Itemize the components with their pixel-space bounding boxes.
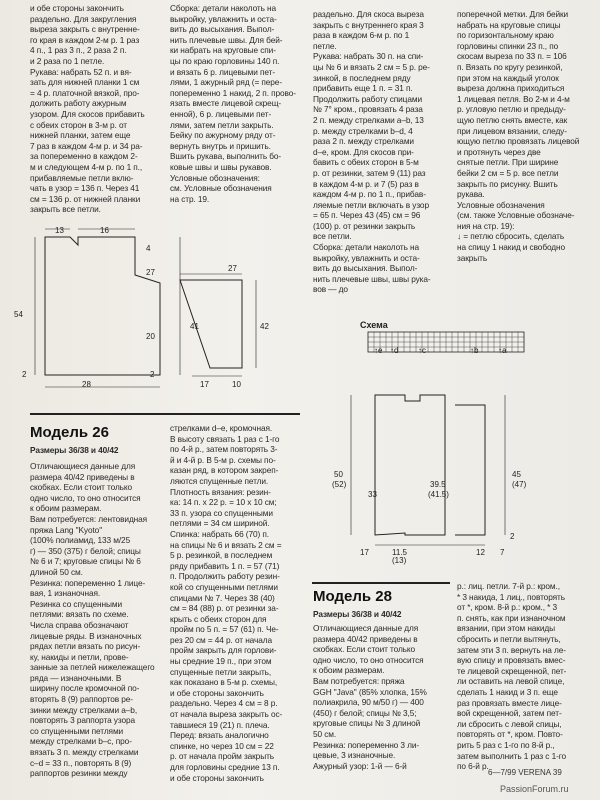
model28-title: Модель 28 — [313, 588, 392, 605]
text-line: раздельно. Через 4 см = 8 р. — [170, 698, 278, 709]
d1-upper: 27 — [146, 268, 155, 277]
d1-side-bottom: 2 — [150, 370, 155, 379]
text-line: Сборка: детали наколоть на — [170, 3, 277, 13]
text-line: цы по краю горловины 140 п. — [170, 55, 280, 66]
text-line: закрыть все петли. — [30, 204, 101, 215]
text-line: ли оставить на левой спице, — [457, 676, 565, 687]
text-line: спущенные петли закрыть, — [170, 666, 272, 677]
text-line: вязать 3 п. между стрелками — [30, 747, 139, 758]
text-line: бейки 2 см = 5 р. все петли — [457, 167, 559, 178]
text-line: В высоту связать 1 раз с 1-го — [170, 433, 280, 444]
text-line: нить плечевые швы. Для бей- — [170, 34, 283, 45]
text-line: р. между стрелками b–d, 4 — [313, 125, 413, 136]
text-line: затем эти 3 п. вернуть на ле- — [457, 644, 566, 655]
text-line: рез 20 см = 44 р. от начала — [170, 634, 272, 645]
text-line: го края в каждом 2-м р. 1 раз — [30, 34, 140, 45]
text-line: закрыть с внутреннего края 3 — [313, 19, 424, 30]
text-line: d–e, кром. Для скосов при- — [313, 146, 414, 157]
text-line: рить 5 раз с 1-го по 8-й р., — [457, 739, 555, 750]
text-line: должить работу ажурным — [30, 98, 127, 109]
d3-b-17: 17 — [360, 548, 369, 557]
text-line: от *, кром. 8-й р.: кром., * 3 — [457, 602, 558, 613]
watermark: PassionForum.ru — [500, 784, 569, 794]
d3-h-left: 33 — [368, 490, 377, 499]
text-line: спинке, но через 10 см = 22 — [170, 740, 274, 751]
text-line: закрыть по рисунку. Вшить — [457, 178, 558, 189]
d1-bottom: 28 — [82, 380, 91, 389]
scheme-letter-a: ↑a — [498, 346, 507, 355]
text-line: выкройку, увлажнить и оста- — [170, 13, 277, 24]
text-line: вторять 8 (9) раппортов ре- — [30, 694, 133, 705]
text-line: ющую петлю провязать лицевой — [457, 136, 580, 147]
model26-column-1 — [30, 462, 163, 797]
text-line: раппортов резинки между — [30, 768, 128, 779]
text-line: ↓ = петлю сбросить, сделать — [457, 231, 565, 242]
text-line: зать для нижней планки 1 см — [30, 77, 140, 88]
d2-left-h: 41 — [190, 322, 199, 331]
text-line: Спинка: набрать 66 (70) п. — [170, 528, 269, 539]
text-line: скобках. Если стоит только — [30, 482, 133, 493]
text-line: й и 4-й р. В 5-м р. схемы по- — [170, 454, 276, 465]
text-line: цы № 6 и вязать 2 см = 5 р. ре- — [313, 61, 430, 72]
text-line: лями, затем петли закрыть. — [170, 119, 274, 130]
text-line: 33 п. узора со спущенными — [170, 507, 273, 518]
d3-b-12: 12 — [476, 548, 485, 557]
text-line: Отличающиеся данные для — [30, 461, 136, 471]
text-line: ширину после кромочной по- — [30, 683, 140, 694]
d3-h-main-alt: (52) — [332, 480, 347, 489]
text-line: скобках. Если стоит только — [313, 644, 416, 655]
text-line: длиной 50 см. — [30, 566, 83, 577]
text-line: вую спицу и провязать вмес- — [457, 655, 566, 666]
text-line: Рукава: набрать 30 п. на спи- — [313, 51, 424, 62]
text-line: раза 2 п. между стрелками — [313, 136, 414, 147]
text-line: Рукава: набрать 52 п. и вя- — [30, 66, 132, 77]
text-line: спицами № 7. Через 38 (40) — [170, 592, 275, 603]
text-line: ряда — изнаночными. В — [30, 672, 122, 683]
scheme-letter-c: ↑c — [418, 346, 426, 355]
d3-h-45: 45 — [512, 470, 521, 479]
text-line: размера 40/42 приведены в — [313, 633, 418, 644]
model26-rule — [30, 413, 300, 415]
scheme-letter-d: ↑d — [390, 346, 399, 355]
text-line: Вшить рукава, выполнить бо- — [170, 151, 282, 162]
text-line: Ажурный узор: 1-й — 6-й — [313, 760, 407, 771]
text-line: 2 п. между стрелками а–b, 13 — [313, 114, 424, 125]
text-line: петлями: вязать по схеме. — [30, 609, 129, 620]
text-line: г) — 350 (375) г белой; спицы — [30, 545, 141, 556]
text-line: вить до высыхания. Выпол- — [170, 24, 275, 35]
text-line: ляемые петли включать в узор — [313, 199, 429, 210]
text-line: м и следующем 4-м р. по 1 п., — [30, 161, 143, 172]
text-line: зинки между стрелками a–b, — [30, 704, 138, 715]
text-line: Резинка: попеременно 1 лице- — [30, 577, 146, 588]
d1-height-main: 54 — [14, 310, 23, 319]
text-line: попеременно 1 накид, 2 п. прово- — [170, 87, 296, 98]
text-line: кой со спущенными петлями — [170, 581, 278, 592]
d3-b-11-5: 11.5 — [392, 548, 407, 557]
d1-armhole: 4 — [146, 244, 151, 253]
text-line: поперечной метки. Для бейки — [457, 9, 569, 19]
text-line: раза в каждом 6-м р. по 1 — [313, 30, 410, 41]
text-line: бавить с обеих сторон в 5-м — [313, 157, 419, 168]
text-line: выреза закрыть с внутренне- — [30, 24, 140, 35]
text-line: затем выполнить 1 раз с 1-го — [457, 750, 567, 761]
text-line: ны средние 19 п., при этом — [170, 656, 272, 667]
top-column-3 — [313, 9, 453, 295]
text-line: 50 см. — [313, 728, 337, 739]
d1-top-right: 16 — [100, 226, 109, 235]
text-line: петле. — [313, 40, 337, 51]
text-line: ка: 14 п. x 22 р. = 10 x 10 см; — [170, 497, 277, 508]
text-line: и обе стороны закончить — [170, 687, 264, 698]
text-line: к обоим размерам. — [313, 665, 385, 676]
text-line: повторять 3 раппорта узора — [30, 715, 136, 726]
text-line: 5 р. резинкой, в последнем — [170, 550, 273, 561]
text-line: вая, 1 изнаночная. — [30, 588, 101, 599]
model28-sizes: Размеры 36/38 и 40/42 — [313, 609, 402, 619]
text-line: Отличающиеся данные для — [313, 623, 419, 633]
text-line: на спицы № 6 и вязать 2 см = — [170, 539, 282, 550]
text-line: (см. также Условные обозначе- — [457, 210, 575, 221]
text-line: лицевые ряды. В изнаночных — [30, 630, 142, 641]
text-line: Бейку по ажурному ряду от- — [170, 130, 276, 141]
text-line: 4 п., 1 раз 3 п., 2 раза 2 п. — [30, 45, 127, 56]
d3-b-11-5-alt: (13) — [392, 556, 407, 565]
page-footer: 6—7/99 VERENA 39 — [488, 768, 562, 777]
text-line: нить плечевые швы, швы рука- — [313, 273, 431, 284]
scheme-letter-e: ↑e — [374, 346, 383, 355]
text-line: Вам потребуется: пряжа — [313, 675, 405, 686]
text-line: зинкой, в последнем ряду — [313, 72, 411, 83]
text-line: GGH "Java" (85% хлопка, 15% — [313, 686, 427, 697]
text-line: казан ряд, в котором закреп- — [170, 465, 279, 476]
text-line: для горловины средние 13 п. — [170, 762, 280, 772]
text-line: Сборка: детали наколоть на — [313, 242, 420, 253]
text-line: 7 раз в каждом 4-м р. и 34 ра- — [30, 140, 143, 151]
text-line: одно число, то оно относится — [30, 492, 141, 503]
d3-h-armhole: 39.5 — [430, 480, 446, 489]
d1-lower: 20 — [146, 332, 155, 341]
text-line: п. Вязать по кругу резинкой, — [457, 61, 563, 72]
text-line: Перед: вязать аналогично — [170, 730, 269, 741]
d3-h-main: 50 — [334, 470, 343, 479]
text-line: р. от резинки, затем 9 (11) раз — [313, 167, 426, 178]
scheme-letter-b: ↑b — [470, 346, 479, 355]
d3-h-armhole-alt: (41.5) — [428, 490, 449, 499]
top-column-1 — [30, 4, 162, 214]
text-line: рядах петли вязать по рисун- — [30, 641, 141, 652]
text-line: Числа справа обозначают — [30, 619, 129, 630]
text-line: вов — до — [313, 284, 348, 295]
text-line: раздельно. Для скоса выреза — [313, 9, 424, 19]
text-line: выкройку, увлажнить и оста- — [313, 252, 420, 263]
text-line: на спицу 1 накид и свободно — [457, 242, 566, 253]
text-line: к обоим размерам. — [30, 503, 102, 514]
d3-b-7: 7 — [500, 548, 505, 557]
text-line: выреза должна приходиться — [457, 83, 565, 94]
text-line: и обе стороны закончить — [170, 772, 264, 783]
text-line: лями, 1 ажурный ряд (= пере- — [170, 77, 282, 88]
model28-column-1 — [313, 624, 453, 784]
text-line: 1 лицевая петля. Во 2-м и 4-м — [457, 93, 570, 104]
d2-bottom-right: 10 — [232, 380, 241, 389]
text-line: со спущенными петлями — [30, 725, 124, 736]
text-line: полиакрила, 90 м/50 г) — 400 — [313, 697, 424, 708]
text-line: р. от начала пройм закрыть — [170, 751, 274, 762]
text-line: п. снять, как при изнаночном — [457, 612, 566, 623]
text-line: прибавить еще 1 п. = 31 п. — [313, 83, 413, 94]
text-line: при этом на каждый уголок — [457, 72, 559, 83]
text-line: занные за петлей нижележащего — [30, 662, 155, 673]
text-line: (450) г белой; спицы № 3,5; — [313, 707, 417, 718]
text-line: вернуть внутрь и пришить. — [170, 140, 271, 151]
text-line: вязании, при этом накиды — [457, 623, 555, 634]
text-line: по горизонтальному краю — [457, 30, 554, 41]
text-line: см = 136 р. от нижней планки — [30, 193, 141, 204]
model28-rule — [312, 582, 450, 584]
text-line: = 65 п. Через 43 (45) см = 96 — [313, 210, 421, 221]
text-line: ковые швы и швы рукавов. — [170, 161, 272, 172]
text-line: тавшиеся 19 (21) п. плеча. — [170, 719, 270, 730]
scheme-title: Схема — [360, 320, 388, 330]
text-line: Плотность вязания: резин- — [170, 486, 271, 497]
text-line: каждом 4-м р. по 1 п., прибав- — [313, 189, 426, 200]
text-line: крыть с обеих сторон для — [170, 613, 267, 624]
text-line: пройм закрыть для горлови- — [170, 645, 277, 656]
text-line: см. Условные обозначения — [170, 183, 272, 194]
body-schematic-diagram — [30, 215, 190, 400]
text-line: чать в узор = 136 п. Через 41 — [30, 183, 140, 194]
text-line: петлями = 34 см шириной. — [170, 518, 270, 529]
text-line: щую петлю снять вместе, как — [457, 114, 568, 125]
d3-h-2: 2 — [510, 532, 515, 541]
text-line: горловины спинки 23 п., по — [457, 40, 559, 51]
text-line: цевые, 3 изнаночные. — [313, 750, 396, 761]
text-line: ния на стр. 19): — [457, 220, 515, 231]
text-line: круговые спицы № 3 длиной — [313, 718, 421, 729]
text-line: Условные обозначения — [457, 199, 545, 210]
text-line: c–d = 33 п., повторять 8 (9) — [30, 757, 132, 768]
text-line: (100) р. от резинки закрыть — [313, 220, 416, 231]
text-line: рукава. — [457, 189, 485, 200]
text-line: № 6 и 7; круговые спицы № 6 — [30, 556, 141, 567]
text-line: раздельно. Для закругления — [30, 13, 137, 24]
text-line: повторять от *, кром. Повто- — [457, 729, 563, 740]
text-line: размера 40/42 приведены в — [30, 471, 135, 482]
text-line: язать вместе лицевой скрещ- — [170, 98, 282, 109]
text-line: скосам выреза по 33 п. = 106 — [457, 51, 567, 62]
text-line: с обеих сторон в 3-м р. от — [30, 119, 127, 130]
model26-title: Модель 26 — [30, 424, 109, 441]
text-line: р. угловую петлю и предыду- — [457, 104, 566, 115]
text-line: на стр. 19. — [170, 193, 210, 204]
top-column-2 — [170, 4, 300, 214]
text-line: снятые петли. При ширине — [457, 157, 559, 168]
text-line: енной), 6 р. лицевыми пет- — [170, 108, 272, 119]
text-line: ку, накиды и петли, прове- — [30, 651, 129, 662]
text-line: в каждом 4-м р. и 7 (5) раз в — [313, 178, 419, 189]
text-line: п. Продолжить работу резин- — [170, 571, 280, 582]
text-line: ряду прибавить 1 п. = 57 (71) — [170, 560, 280, 571]
text-line: Условные обозначения: — [170, 172, 260, 183]
text-line: набрать на круговые спицы — [457, 19, 561, 30]
text-line: Продолжить работу спицами — [313, 93, 422, 104]
text-line: Резинка со спущенными — [30, 598, 123, 609]
text-line: ки набрать на круговые спи- — [170, 45, 276, 56]
model26-column-2 — [170, 424, 302, 796]
text-line: за попеременно в каждом 2- — [30, 151, 138, 162]
text-line: см = 84 (88) р. от резинки за- — [170, 603, 279, 614]
text-line: Вам потребуется: лентовидная — [30, 513, 148, 524]
text-line: закрыть — [457, 252, 488, 263]
text-line: сбросить и петли вытянуть, — [457, 633, 561, 644]
text-line: все петли. — [313, 231, 352, 242]
text-line: и обе стороны закончить — [30, 3, 124, 13]
text-line: те лицевой скрещенной, пет- — [457, 665, 567, 676]
text-line: нижней планки, затем еще — [30, 130, 131, 141]
text-line: по 6-й р. — [457, 761, 489, 772]
text-line: № 7° кром., провязать 4 раза — [313, 104, 423, 115]
model26-sizes: Размеры 36/38 и 40/42 — [30, 445, 119, 455]
text-line: (100% полиамид, 133 м/25 — [30, 535, 131, 546]
d3-h-45-alt: (47) — [512, 480, 527, 489]
text-line: Резинка: попеременно 3 ли- — [313, 739, 420, 750]
text-line: * 3 накида, 1 лиц., повторять — [457, 591, 565, 602]
text-line: = 4 р. платочной вязкой, про- — [30, 87, 140, 98]
text-line: узором. Для скосов прибавить — [30, 108, 145, 119]
text-line: р.: лиц. петли. 7-й р.: кром., — [457, 581, 560, 591]
text-line: вой скрещенной, затем пет- — [457, 708, 562, 719]
text-line: и протянуть через две — [457, 146, 541, 157]
text-line: пройм по 5 п. = 57 (61) п. Че- — [170, 624, 279, 635]
text-line: от начала выреза закрыть ос- — [170, 709, 283, 720]
text-line: и вязать 6 р. лицевыми пет- — [170, 66, 276, 77]
text-line: ли сбросить с левой спицы, — [457, 718, 562, 729]
text-line: пряжа Lang "Kyoto" — [30, 524, 103, 535]
text-line: прибавляемые петли вклю- — [30, 172, 134, 183]
text-line: одно число, то оно относится — [313, 654, 424, 665]
d2-right-h: 42 — [260, 322, 269, 331]
text-line: при лицевом вязании, следу- — [457, 125, 567, 136]
top-column-4 — [457, 10, 585, 280]
d2-bottom-left: 17 — [200, 380, 209, 389]
text-line: и 2 раза по 1 петле. — [30, 55, 105, 66]
text-line: вить до высыхания. Выпол- — [313, 263, 418, 274]
d1-left-side: 2 — [22, 370, 27, 379]
text-line: сделать 1 накид и 3 п. еще — [457, 686, 558, 697]
model28-column-2 — [457, 582, 585, 772]
text-line: ляются спущенные петли. — [170, 475, 269, 486]
text-line: по 4-й р., затем повторять 3- — [170, 444, 278, 455]
text-line: между стрелками b–c, про- — [30, 736, 132, 747]
text-line: как показано в 5-м р. схемы, — [170, 677, 278, 688]
d1-top-left: 13 — [55, 226, 64, 235]
text-line: стрелками d–e, кромочная. — [170, 423, 273, 433]
d2-top: 27 — [228, 264, 237, 273]
text-line: раз провязать вместе лице- — [457, 697, 562, 708]
